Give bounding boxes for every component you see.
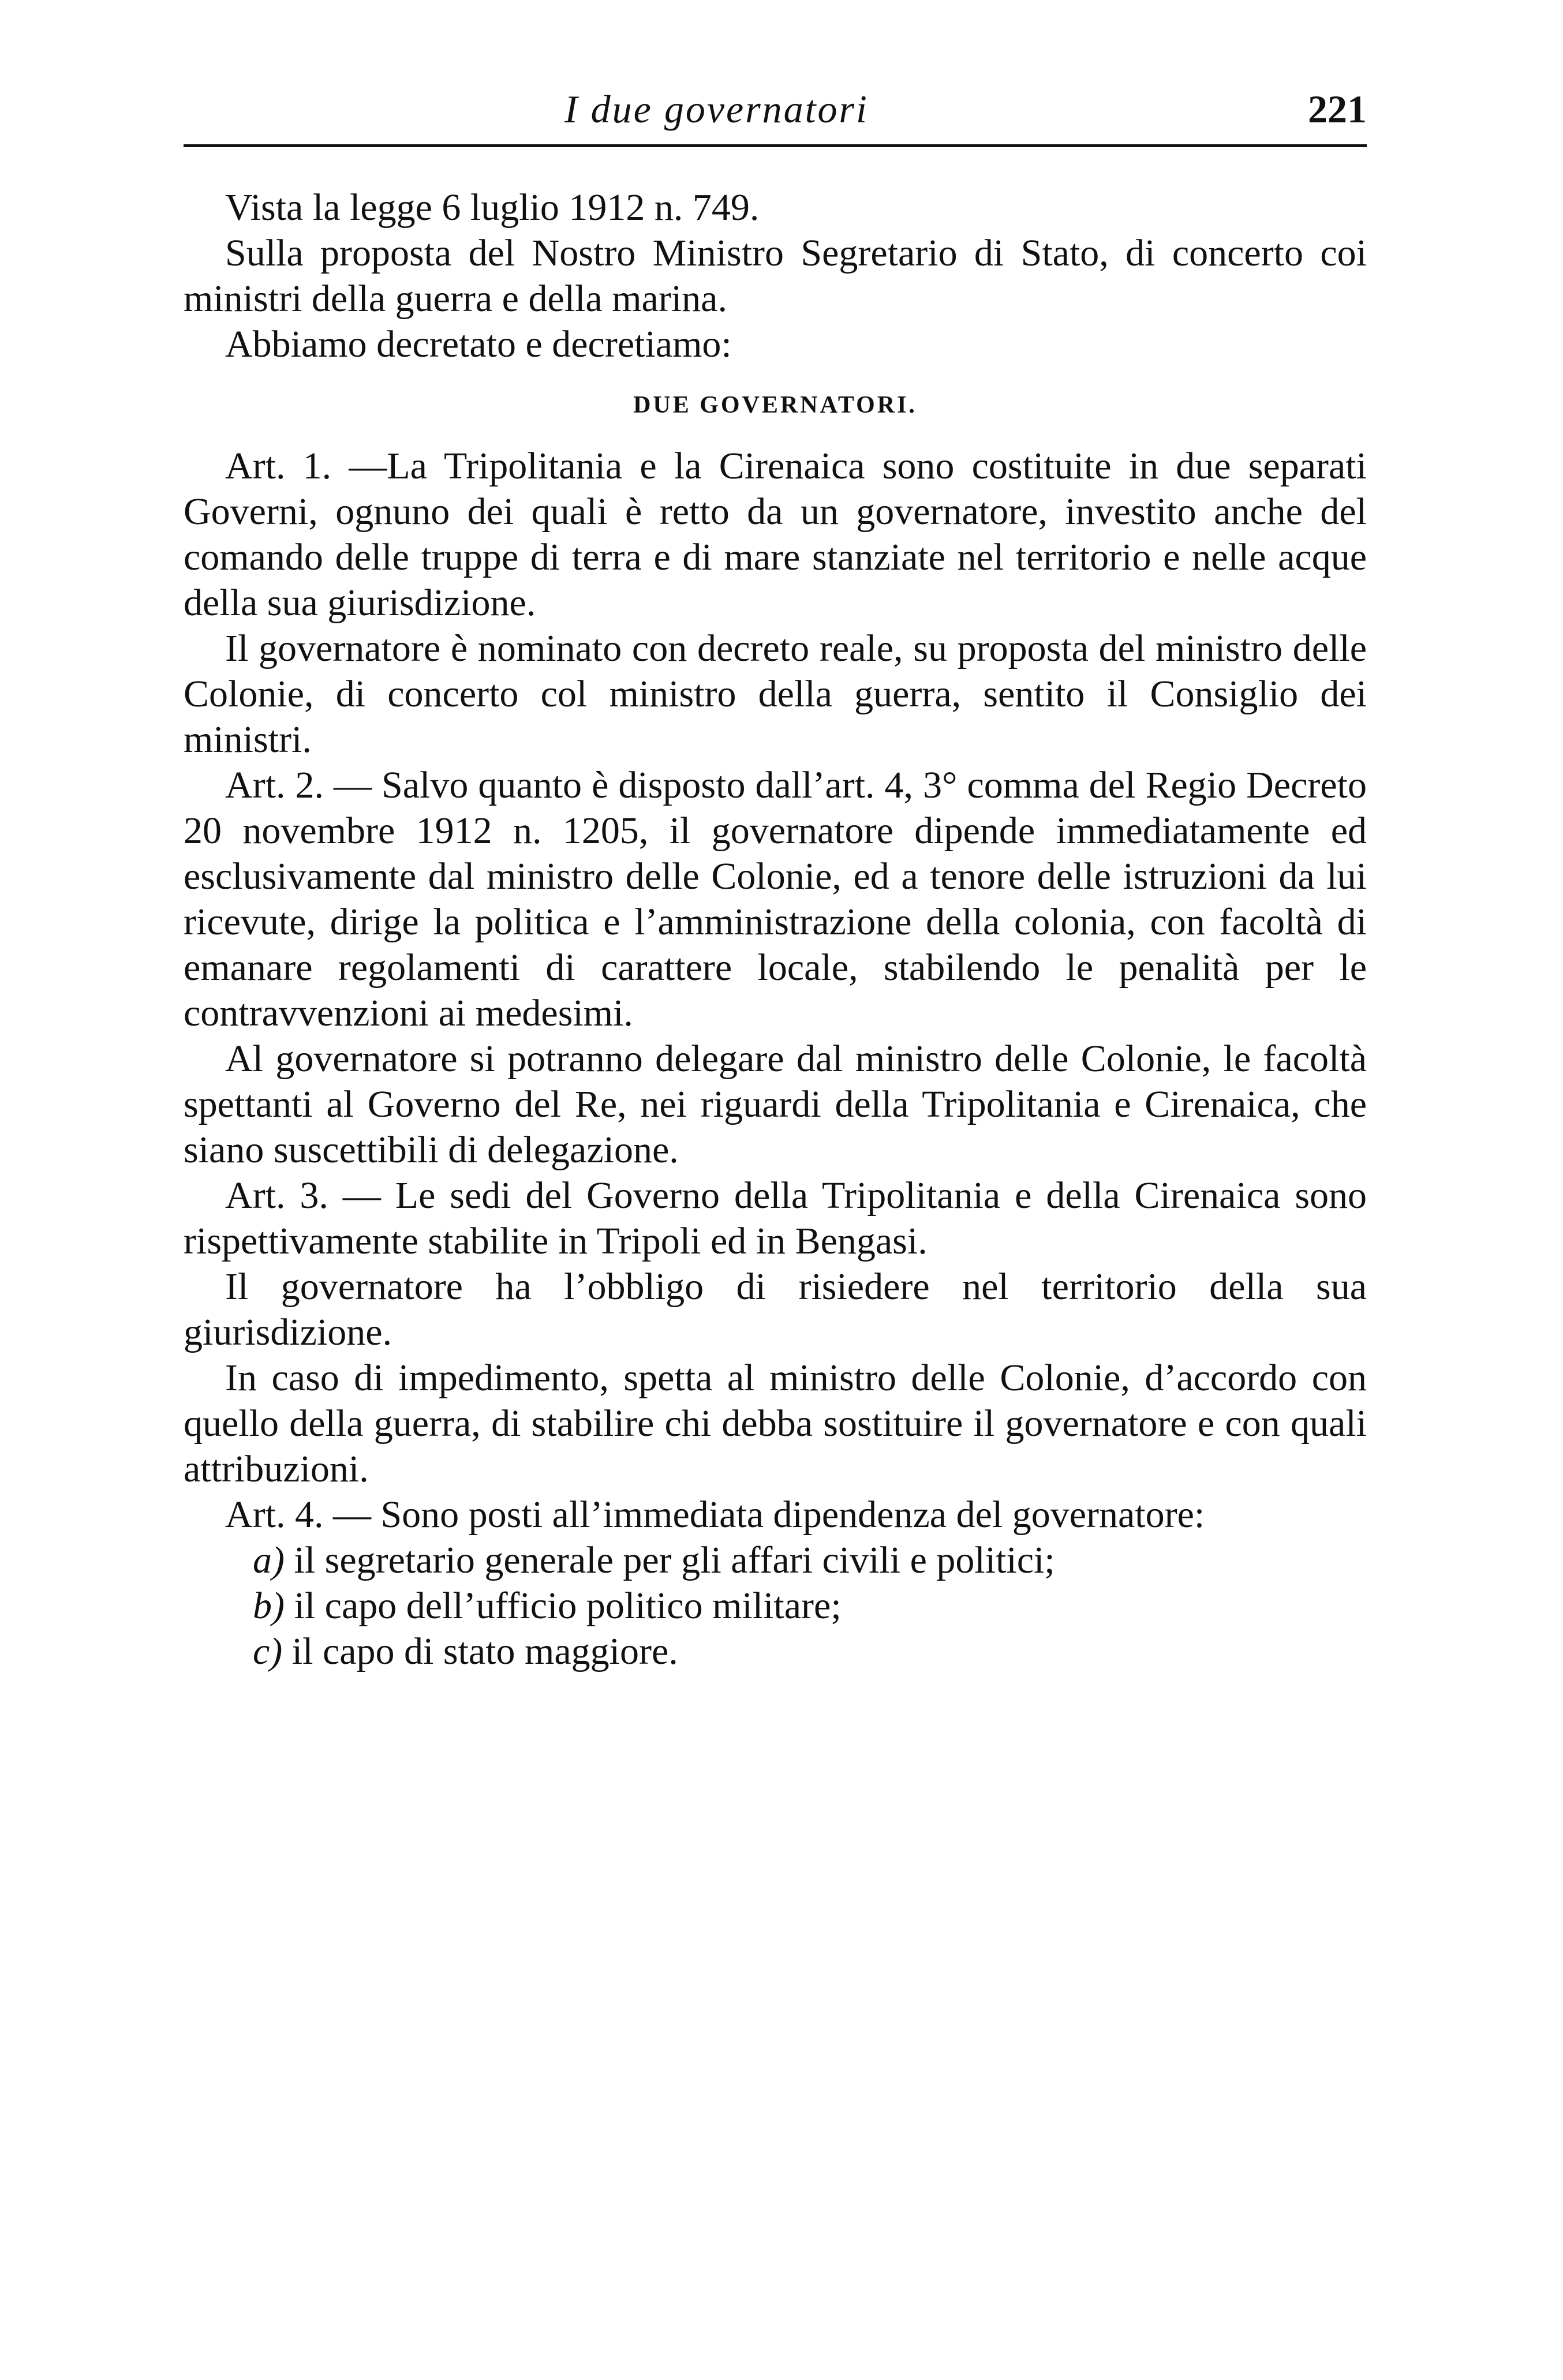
list-item-text: il capo di stato maggiore. <box>291 1630 678 1672</box>
running-title: I due governatori <box>564 87 869 131</box>
list-item-a <box>184 1537 1367 1583</box>
list-item-mark: c) <box>253 1630 283 1672</box>
preamble-line: Vista la legge 6 luglio 1912 n. 749. <box>225 186 760 229</box>
list-item-mark: b) <box>253 1585 285 1627</box>
section-heading: DUE GOVERNATORI. <box>633 392 917 418</box>
paragraph: Il governatore è nominato con decreto reale, su proposta del ministro delle Colonie, di concerto col ministro della guerra, sentito il Consiglio dei ministri. <box>184 627 1367 761</box>
page-number: 221 <box>1308 87 1367 131</box>
list-item-b <box>184 1583 1367 1629</box>
paragraph-art-4: Art. 4. — Sono posti all’immediata dipendenza del governatore: <box>225 1494 1205 1536</box>
running-head <box>184 87 1367 150</box>
paragraph-art-1: Art. 1. —La Tripolitania e la Cirenaica sono costituite in due separati Governi, ognuno dei quali è retto da un governatore, investito anche del comando delle truppe di terra e di mare stanziate nel territorio e nelle acque della sua giurisdizione. <box>184 445 1367 624</box>
paragraph-art-3: Art. 3. — Le sedi del Governo della Tripolitania e della Cirenaica sono rispettivamente stabilite in Tripoli ed in Bengasi. <box>184 1174 1367 1262</box>
paragraph-art-2: Art. 2. — Salvo quanto è disposto dall’art. 4, 3° comma del Regio Decreto 20 novembre 1912 n. 1205, il governatore dipende immediatamente ed esclusivamente dal ministro delle Colonie, ed a tenore delle istruzioni da lui ricevute, dirige la politica e l’amministrazione della colonia, con facoltà di emanare regolamenti di carattere locale, stabilendo le penalità per le contravvenzioni ai medesimi. <box>184 764 1367 1034</box>
body-text <box>184 185 1367 1674</box>
list-item-c <box>184 1629 1367 1674</box>
paragraph: Al governatore si potranno delegare dal ministro delle Colonie, le facoltà spettanti al Governo del Re, nei riguardi della Tripolitania e Cirenaica, che siano suscettibili di delegazione. <box>184 1038 1367 1171</box>
list-item-text: il segretario generale per gli affari civili e politici; <box>294 1539 1055 1581</box>
header-rule <box>184 144 1367 147</box>
paragraph: In caso di impedimento, spetta al ministro delle Colonie, d’accordo con quello della guerra, di stabilire chi debba sostituire il governatore e con quali attribuzioni. <box>184 1357 1367 1490</box>
paragraph: Il governatore ha l’obbligo di risiedere nel territorio della sua giurisdizione. <box>184 1266 1367 1353</box>
preamble-line: Abbiamo decretato e decretiamo: <box>225 323 732 365</box>
list-item-mark: a) <box>253 1539 285 1581</box>
list-item-text: il capo dell’ufficio politico militare; <box>294 1585 842 1627</box>
preamble-line: Sulla proposta del Nostro Ministro Segretario di Stato, di concerto coi ministri della guerra e della marina. <box>184 232 1367 320</box>
